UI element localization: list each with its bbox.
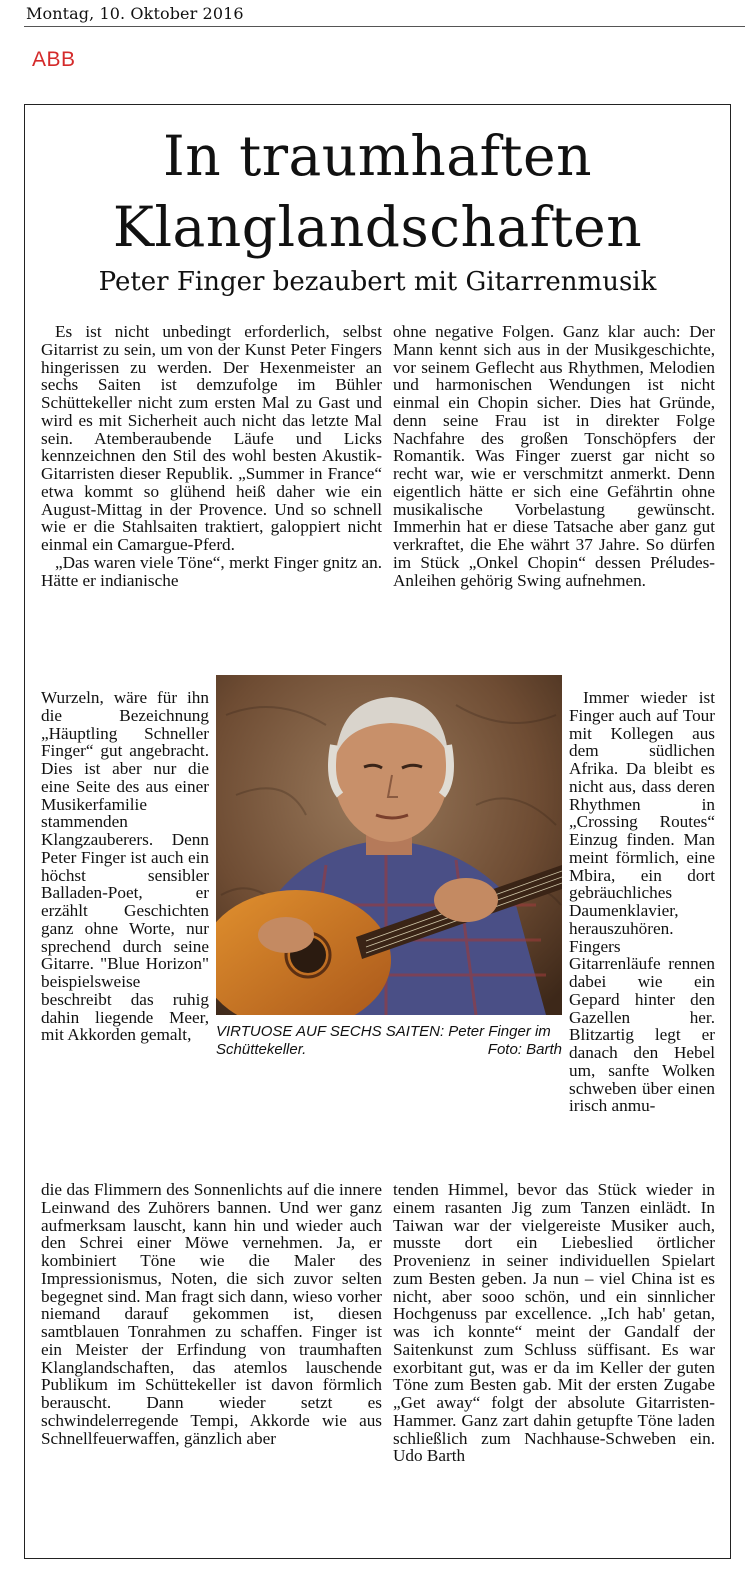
photo-credit: Foto: Barth	[487, 1041, 562, 1058]
paragraph: Es ist nicht unbedingt erforderlich, selbst Gitarrist zu sein, um von der Kunst Peter Fingers hingerissen zu werden. Der Hexenmeister an sechs Saiten ist demzufolge im Bühler Schüttekeller nicht zum ersten Mal zu Gast und wird es mit Sicherheit auch nicht das letzte Mal sein. Atemberaubende Läufe und Licks kennzeichnen den Stil des wohl besten Akustik-Gitarristen dieser Republik. „Summer in France“ etwa kommt so glühend heiß daher wie ein August-Mittag in der Provence. Und so schnell wie er die Stahlsaiten traktiert, galoppiert nicht einmal ein Camargue-Pferd.	[41, 322, 382, 554]
paragraph: „Das waren viele Töne“, merkt Finger gnitz an. Hätte er indianische	[41, 552, 382, 590]
headline	[25, 121, 730, 263]
paragraph: tenden Himmel, bevor das Stück wieder in einem rasanten Jig zum Tanzen einlädt. In Taiwan war der vielgereiste Musiker auch, musste dort ein Liebeslied örtlicher Provenienz in seiner individuellen Spielart zum Besten geben. Ja nun – viel China ist es nicht, aber sooo schön, und ein sinnlicher Hochgenuss par excellence. „Ich hab' getan, was ich konnte“ meint der Gandalf der Saitenkunst zum Schluss süffisant. Es war exorbitant gut, was er da im Keller der guten Töne zum Besten gab. Mit der ersten Zugabe „Get away“ folgt der absolute Gitarristen-Hammer. Ganz zart dahin getupfte Töne laden schließlich zum Nachhause-Schweben ein. Udo Barth	[393, 1180, 715, 1466]
paragraph: Wurzeln, wäre für ihn die Bezeichnung „Häuptling Schneller Finger“ gut angebracht. Dies ist aber nur die eine Seite des aus einer Musikerfamilie stammenden Klangzauberers. Denn Peter Finger ist auch ein höchst sensibler Balladen-Poet, er erzählt Geschichten ganz ohne Worte, nur sprechend durch seine Gitarre. "Blue Horizon" beispielsweise beschreibt das ruhig dahin liegende Meer, mit Akkorden gemalt,	[41, 688, 209, 1045]
photo-caption	[216, 1023, 562, 1059]
subheadline: Peter Finger bezaubert mit Gitarrenmusik	[98, 267, 657, 297]
caption-text: VIRTUOSE AUF SECHS SAITEN: Peter Finger im Schüttekeller.	[216, 1023, 551, 1058]
paragraph: Immer wieder ist Finger auch auf Tour mit Kollegen aus dem südlichen Afrika. Da bleibt es nicht aus, dass deren Rhythmen in „Crossing Routes“ Einzug finden. Man meint förmlich, eine Mbira, ein dort gebräuchliches Daumenklavier, herauszuhören. Fingers Gitarrenläufe rennen dabei wie ein Gepard hinter den Gazellen her. Blitzartig legt er danach den Hebel um, sanfte Wolken schweben über einen irisch anmu-	[569, 688, 715, 1116]
column-2-top	[393, 323, 715, 589]
headline-line-2: Klanglandschaften	[112, 195, 643, 259]
column-2-bottom	[393, 1181, 715, 1465]
guitarist-photo	[216, 675, 562, 1015]
publication-source: ABB	[32, 48, 76, 71]
column-2-narrow	[569, 689, 715, 1115]
header-rule	[24, 26, 745, 27]
column-1-top	[41, 323, 382, 589]
paragraph: ohne negative Folgen. Ganz klar auch: Der Mann kennt sich aus in der Musikgeschichte, vor seinem Geflecht aus Rhythmen, Melodien und harmonischen Wendungen ist nicht einmal ein Chopin sicher. Dies hat Gründe, denn seine Frau ist in direkter Folge Nachfahre des großen Tonschöpfers der Romantik. Was Finger zuerst gar nicht so recht war, wie er verschmitzt anmerkt. Denn eigentlich hätte er sich eine Gefährtin ohne musikalische Vorbelastung gewünscht. Immerhin hat er diese Tatsache aber ganz gut verkraftet, die Ehe währt 37 Jahre. So dürfen im Stück „Onkel Chopin“ dessen Préludes-Anleihen gehörig Swing aufnehmen.	[393, 322, 715, 590]
headline-line-1: In traumhaften	[162, 124, 593, 188]
column-1-bottom	[41, 1181, 382, 1447]
article-photo	[216, 675, 562, 1015]
issue-date: Montag, 10. Oktober 2016	[26, 4, 244, 23]
article-frame	[24, 104, 731, 1559]
paragraph: die das Flimmern des Sonnenlichts auf die innere Leinwand des Zuhörers bannen. Und wer ganz aufmerksam lauscht, kann hin und wieder auch den Schrei einer Möwe vernehmen. Ja, er kombiniert Töne wie die Maler des Impressionismus, Noten, die sich zuvor selten begegnet sind. Man fragt sich dann, wieso vorher niemand darauf gekommen ist, diesen samtblauen Tonrahmen zu schaffen. Finger ist ein Meister der Erfindung von traumhaften Klanglandschaften, das atemlos lauschende Publikum im Schüttekeller ist davon förmlich berauscht. Dann wieder setzt es schwindelerregende Tempi, Akkorde wie aus Schnellfeuerwaffen, gänzlich aber	[41, 1180, 382, 1448]
column-1-narrow	[41, 689, 209, 1044]
